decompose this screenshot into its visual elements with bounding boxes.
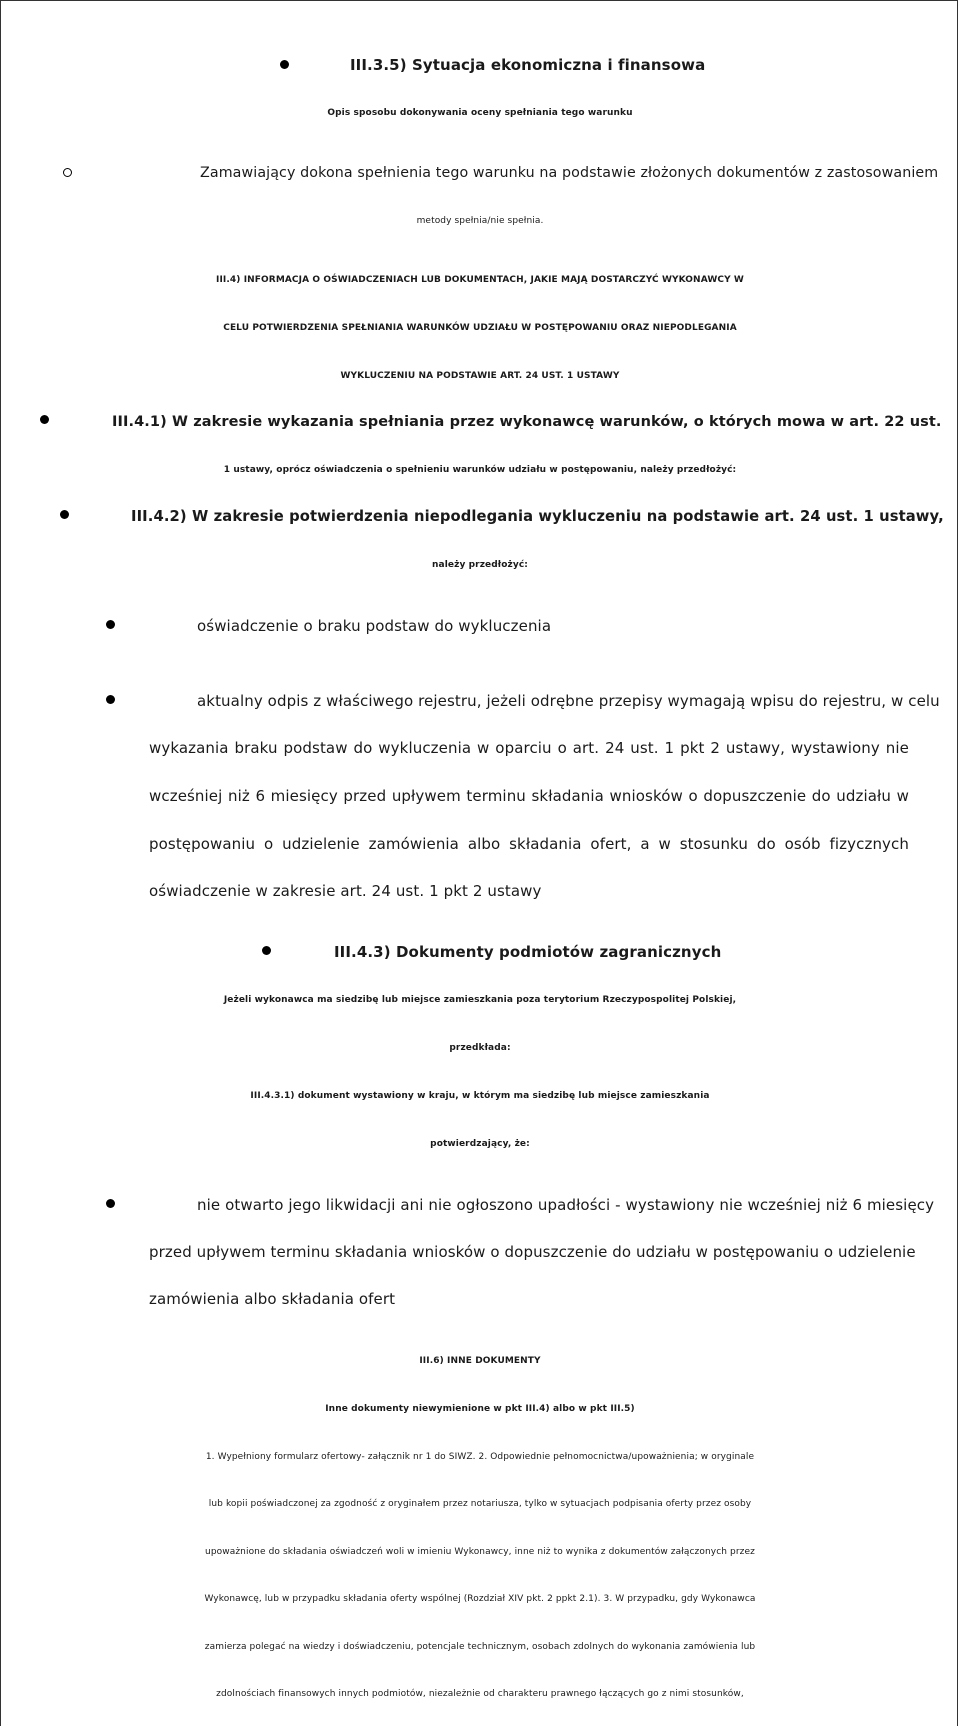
- paragraph-line: lub kopii poświadczonej za zgodność z oryginałem przez notariusza, tylko w sytuacjach podpisania oferty przez osoby: [208, 1499, 752, 1509]
- list-item: wykazania braku podstaw do wykluczenia w oparciu o art. 24 ust. 1 pkt 2 ustawy, wystawiony nie: [149, 739, 909, 757]
- paragraph-line: Wykonawcę, lub w przypadku składania oferty wspólnej (Rozdział XIV pkt. 2 ppkt 2.1). 3. W przypadku, gdy Wykonawca: [204, 1594, 756, 1604]
- paragraph-line: Zamawiający dokona spełnienia tego warunku na podstawie złożonych dokumentów z zastosowaniem: [200, 165, 939, 181]
- subsection-heading: III.4.3.1) dokument wystawiony w kraju, w którym ma siedzibę lub miejsce zamieszkania: [250, 1091, 710, 1101]
- section-heading: WYKLUCZENIU NA PODSTAWIE ART. 24 UST. 1 USTAWY: [340, 371, 620, 381]
- subsection-heading: należy przedłożyć:: [432, 560, 528, 570]
- subsection-heading: III.4.1) W zakresie wykazania spełniania przez wykonawcę warunków, o których mowa w art. 22 ust.: [112, 414, 942, 430]
- paragraph-line: Jeżeli wykonawca ma siedzibę lub miejsce zamieszkania poza terytorium Rzeczypospolitej Polskiej,: [223, 995, 737, 1005]
- bullet-icon: [280, 60, 289, 69]
- section-heading: III.6) INNE DOKUMENTY: [419, 1356, 541, 1366]
- subsection-heading: 1 ustawy, oprócz oświadczenia o spełnieniu warunków udziału w postępowaniu, należy przedłożyć:: [223, 465, 737, 475]
- bullet-icon: [106, 620, 115, 629]
- section-subheading: Inne dokumenty niewymienione w pkt III.4) albo w pkt III.5): [325, 1404, 635, 1414]
- list-item: aktualny odpis z właściwego rejestru, jeżeli odrębne przepisy wymagają wpisu do rejestru, w celu: [197, 692, 940, 710]
- paragraph-line: przedkłada:: [449, 1043, 511, 1053]
- paragraph-line: zamierza polegać na wiedzy i doświadczeniu, potencjale technicznym, osobach zdolnych do wykonania zamówienia lub: [204, 1642, 756, 1652]
- paragraph-line: zdolnościach finansowych innych podmiotów, niezależnie od charakteru prawnego łączących go z nimi stosunków,: [216, 1689, 744, 1699]
- list-item: oświadczenie o braku podstaw do wykluczenia: [197, 617, 552, 635]
- list-item: zamówienia albo składania ofert: [149, 1290, 396, 1308]
- section-heading: III.3.5) Sytuacja ekonomiczna i finansowa: [350, 56, 706, 74]
- list-item: wcześniej niż 6 miesięcy przed upływem terminu składania wniosków o dopuszczenie do udziału w: [149, 787, 909, 805]
- bullet-icon: [262, 946, 271, 955]
- paragraph-line: 1. Wypełniony formularz ofertowy- załącznik nr 1 do SIWZ. 2. Odpowiednie pełnomocnictwa/upoważnienia; w oryginale: [205, 1452, 755, 1462]
- subsection-heading: III.4.3) Dokumenty podmiotów zagranicznych: [334, 943, 722, 961]
- subsection-heading: potwierdzający, że:: [430, 1139, 530, 1149]
- circle-bullet-icon: [63, 168, 72, 177]
- section-heading: CELU POTWIERDZENIA SPEŁNIANIA WARUNKÓW UDZIAŁU W POSTĘPOWANIU ORAZ NIEPODLEGANIA: [223, 323, 737, 333]
- list-item: przed upływem terminu składania wniosków o dopuszczenie do udziału w postępowaniu o udzielenie: [149, 1243, 916, 1261]
- subsection-heading: III.4.2) W zakresie potwierdzenia niepodlegania wykluczeniu na podstawie art. 24 ust. 1 ustawy,: [131, 508, 944, 525]
- section-heading: III.4) INFORMACJA O OŚWIADCZENIACH LUB DOKUMENTACH, JAKIE MAJĄ DOSTARCZYĆ WYKONAWCY W: [216, 275, 744, 285]
- bullet-icon: [106, 695, 115, 704]
- list-item: postępowaniu o udzielenie zamówienia albo składania ofert, a w stosunku do osób fizycznych: [149, 835, 909, 853]
- paragraph-line: metody spełnia/nie spełnia.: [416, 216, 544, 226]
- paragraph-line: upoważnione do składania oświadczeń woli w imieniu Wykonawcy, inne niż to wynika z dokumentów załączonych przez: [205, 1547, 755, 1557]
- section-subheading: Opis sposobu dokonywania oceny spełniania tego warunku: [327, 108, 633, 118]
- bullet-icon: [106, 1199, 115, 1208]
- list-item: nie otwarto jego likwidacji ani nie ogłoszono upadłości - wystawiony nie wcześniej niż 6 miesięcy: [197, 1196, 935, 1214]
- bullet-icon: [60, 510, 69, 519]
- list-item: oświadczenie w zakresie art. 24 ust. 1 pkt 2 ustawy: [149, 882, 542, 900]
- bullet-icon: [40, 415, 49, 424]
